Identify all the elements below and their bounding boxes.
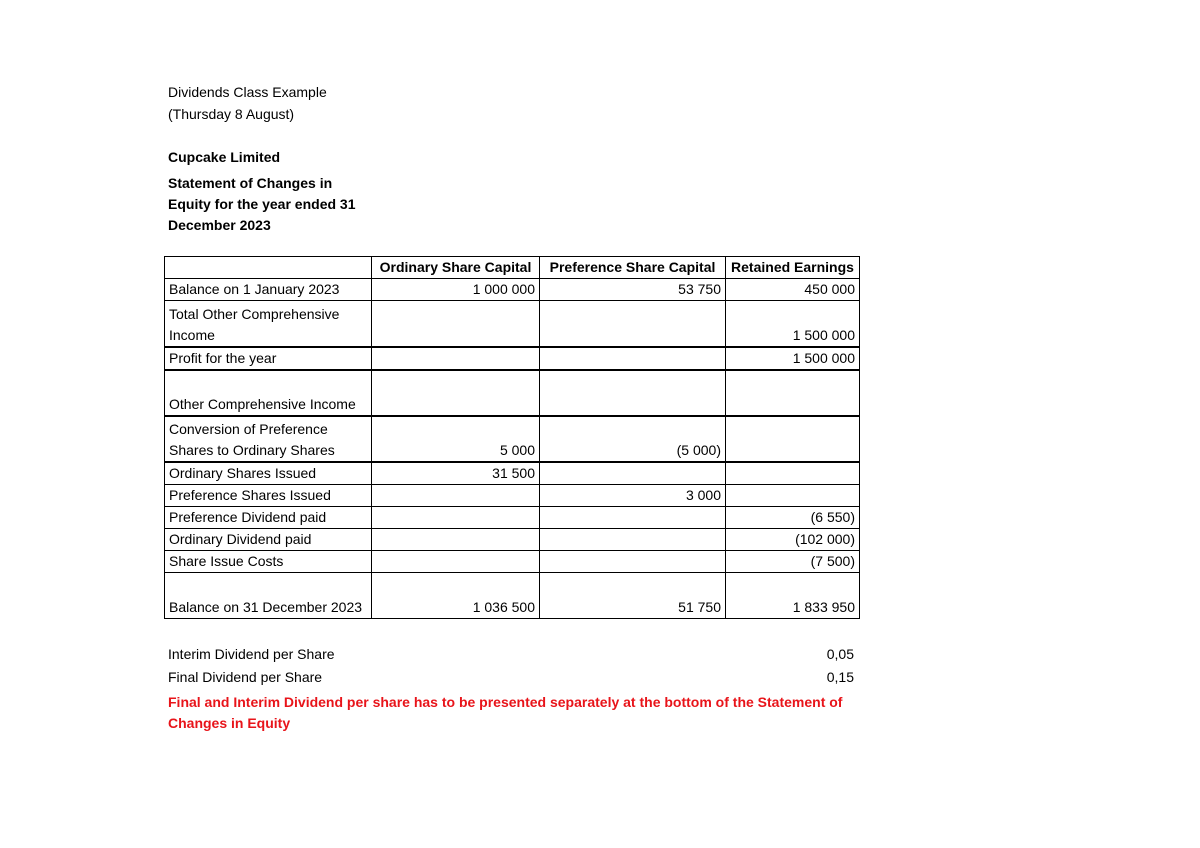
- cell-ordinary: [372, 347, 540, 370]
- cell-preference: [540, 301, 726, 347]
- cell-preference: 53 750: [540, 279, 726, 301]
- interim-dividend-line: [168, 644, 854, 664]
- cell-preference: [540, 370, 726, 416]
- interim-dividend-label: Interim Dividend per Share: [168, 646, 335, 662]
- cell-retained: [726, 416, 860, 462]
- cell-retained: 1 500 000: [726, 301, 860, 347]
- cell-retained: (102 000): [726, 528, 860, 550]
- row-label: Ordinary Shares Issued: [165, 462, 372, 485]
- dividend-presentation-note: Final and Interim Dividend per share has to be presented separately at the bottom of the Statement of Changes in Equity: [168, 694, 843, 731]
- cell-retained: 1 500 000: [726, 347, 860, 370]
- cell-preference: [540, 506, 726, 528]
- cell-retained: [726, 462, 860, 485]
- statement-title: Statement of Changes in Equity for the year ended 31 December 2023: [168, 175, 356, 233]
- cell-ordinary: 31 500: [372, 462, 540, 485]
- cell-ordinary: [372, 528, 540, 550]
- row-label: Balance on 31 December 2023: [165, 572, 372, 618]
- table-row: [165, 370, 860, 416]
- cell-retained: (6 550): [726, 506, 860, 528]
- table-row: [165, 506, 860, 528]
- cell-preference: [540, 462, 726, 485]
- table-row: [165, 279, 860, 301]
- column-header-blank: [165, 257, 372, 279]
- row-label: Other Comprehensive Income: [165, 370, 372, 416]
- cell-retained: [726, 370, 860, 416]
- cell-ordinary: [372, 484, 540, 506]
- cell-preference: [540, 550, 726, 572]
- cell-ordinary: 1 000 000: [372, 279, 540, 301]
- row-label: Ordinary Dividend paid: [165, 528, 372, 550]
- column-header-ordinary: Ordinary Share Capital: [372, 257, 540, 279]
- cell-preference: [540, 347, 726, 370]
- company-name: Cupcake Limited: [168, 149, 281, 165]
- table-row: [165, 301, 860, 347]
- row-label: Profit for the year: [165, 347, 372, 370]
- cell-ordinary: 5 000: [372, 416, 540, 462]
- table-row: [165, 416, 860, 462]
- table-row: [165, 347, 860, 370]
- row-label: Preference Dividend paid: [165, 506, 372, 528]
- cell-preference: 3 000: [540, 484, 726, 506]
- statement-of-changes-in-equity-table: [164, 256, 860, 619]
- cell-retained: [726, 484, 860, 506]
- column-header-retained: Retained Earnings: [726, 257, 860, 279]
- cell-retained: (7 500): [726, 550, 860, 572]
- cell-ordinary: [372, 301, 540, 347]
- document-title: Dividends Class Example: [168, 84, 327, 100]
- final-dividend-value: 0,15: [826, 669, 854, 685]
- cell-ordinary: [372, 550, 540, 572]
- interim-dividend-value: 0,05: [826, 646, 854, 662]
- document-subtitle: (Thursday 8 August): [168, 106, 295, 122]
- row-label: Conversion of Preference Shares to Ordinary Shares: [165, 416, 372, 462]
- final-dividend-label: Final Dividend per Share: [168, 669, 323, 685]
- cell-preference: 51 750: [540, 572, 726, 618]
- table-row-total: [165, 572, 860, 618]
- row-label: Share Issue Costs: [165, 550, 372, 572]
- table-row: [165, 484, 860, 506]
- column-header-preference: Preference Share Capital: [540, 257, 726, 279]
- final-dividend-line: [168, 667, 854, 687]
- cell-retained: 1 833 950: [726, 572, 860, 618]
- cell-ordinary: [372, 506, 540, 528]
- table-row: [165, 462, 860, 485]
- table-row: [165, 550, 860, 572]
- cell-ordinary: 1 036 500: [372, 572, 540, 618]
- row-label: Preference Shares Issued: [165, 484, 372, 506]
- cell-preference: (5 000): [540, 416, 726, 462]
- table-header-row: [165, 257, 860, 279]
- cell-retained: 450 000: [726, 279, 860, 301]
- table-row: [165, 528, 860, 550]
- cell-preference: [540, 528, 726, 550]
- row-label: Balance on 1 January 2023: [165, 279, 372, 301]
- row-label: Total Other Comprehensive Income: [165, 301, 372, 347]
- cell-ordinary: [372, 370, 540, 416]
